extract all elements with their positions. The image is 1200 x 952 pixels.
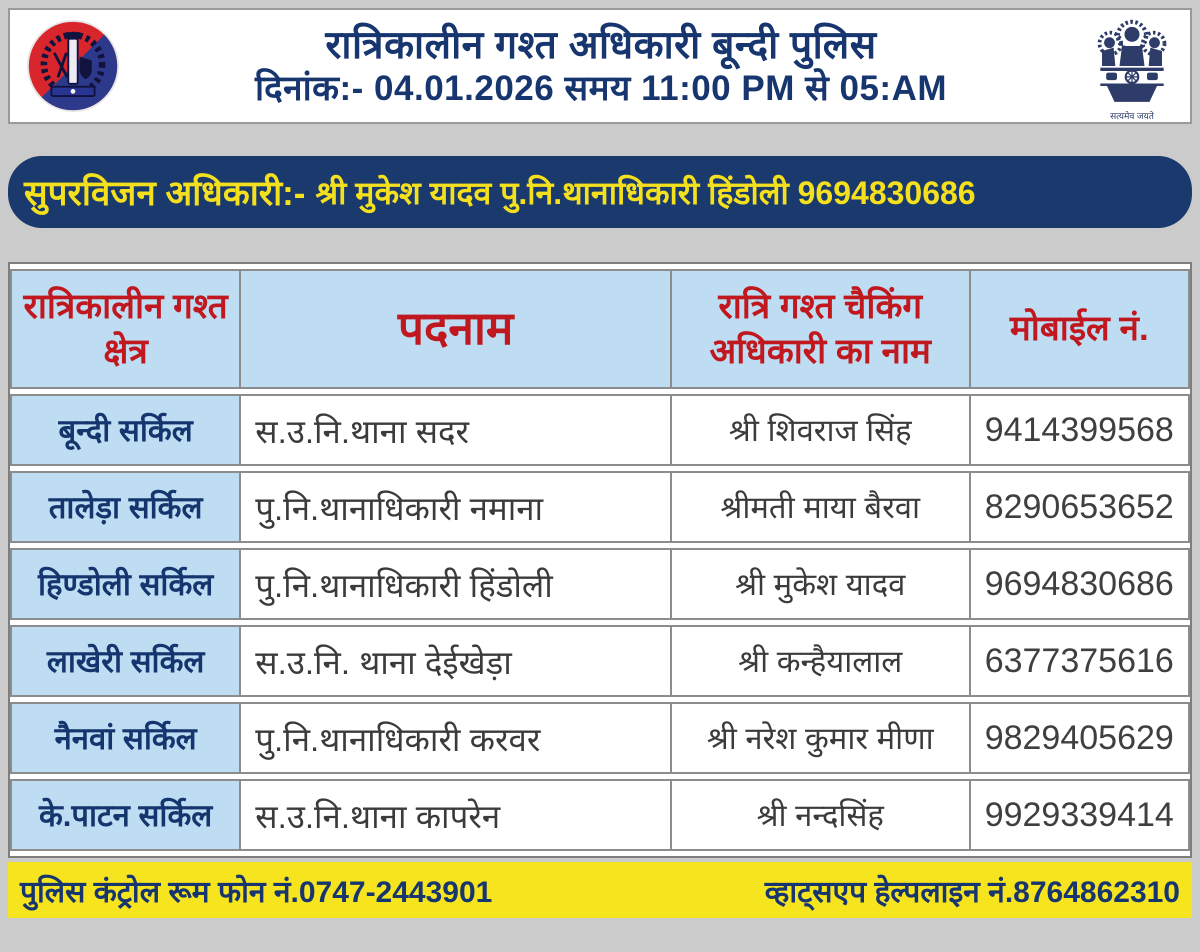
table-row xyxy=(10,548,1190,620)
whatsapp-helpline-number: व्हाट्सएप हेल्पलाइन नं.8764862310 xyxy=(764,875,1180,909)
col-header-mobile: मोबाईल नं. xyxy=(971,269,1191,389)
national-emblem xyxy=(1082,11,1182,121)
officer-cell: श्री कन्हैयालाल xyxy=(672,625,971,697)
mobile-cell: 9929339414 xyxy=(971,779,1191,851)
designation-cell: स.उ.नि.थाना सदर xyxy=(241,394,672,466)
mobile-cell: 8290653652 xyxy=(971,471,1191,543)
supervision-officer-bar xyxy=(8,156,1192,228)
page-title: रात्रिकालीन गश्त अधिकारी बून्दी पुलिस xyxy=(325,24,877,68)
patrol-roster-table xyxy=(8,262,1192,858)
officer-cell: श्री नरेश कुमार मीणा xyxy=(672,702,971,774)
table-row xyxy=(10,394,1190,466)
table-header-row xyxy=(10,269,1190,389)
col-header-designation: पदनाम xyxy=(241,269,672,389)
officer-cell: श्री मुकेश यादव xyxy=(672,548,971,620)
table-row xyxy=(10,702,1190,774)
helpline-footer xyxy=(8,862,1192,918)
emblem-motto: सत्यमेव जयते xyxy=(1110,111,1154,121)
area-cell: के.पाटन सर्किल xyxy=(10,779,241,851)
designation-cell: पु.नि.थानाधिकारी हिंडोली xyxy=(241,548,672,620)
mobile-cell: 9829405629 xyxy=(971,702,1191,774)
table-row xyxy=(10,779,1190,851)
area-cell: लाखेरी सर्किल xyxy=(10,625,241,697)
area-cell: नैनवां सर्किल xyxy=(10,702,241,774)
header-titles xyxy=(120,23,1082,108)
supervision-label: सुपरविजन अधिकारी:- xyxy=(24,173,306,213)
mobile-cell: 9694830686 xyxy=(971,548,1191,620)
officer-cell: श्री नन्दसिंह xyxy=(672,779,971,851)
area-cell: बून्दी सर्किल xyxy=(10,394,241,466)
officer-cell: श्रीमती माया बैरवा xyxy=(672,471,971,543)
supervision-value: श्री मुकेश यादव पु.नि.थानाधिकारी हिंडोली 9694830686 xyxy=(315,174,976,211)
ashoka-emblem-icon xyxy=(1091,11,1173,111)
designation-cell: पु.नि.थानाधिकारी नमाना xyxy=(241,471,672,543)
col-header-officer: रात्रि गश्त चैकिंग अधिकारी का नाम xyxy=(672,269,971,389)
date-time-line: दिनांक:- 04.01.2026 समय 11:00 PM से 05:AM xyxy=(255,69,947,109)
area-cell: हिण्डोली सर्किल xyxy=(10,548,241,620)
designation-cell: पु.नि.थानाधिकारी करवर xyxy=(241,702,672,774)
rajasthan-police-logo-icon xyxy=(26,19,120,113)
col-header-area: रात्रिकालीन गश्त क्षेत्र xyxy=(10,269,241,389)
designation-cell: स.उ.नि.थाना कापरेन xyxy=(241,779,672,851)
area-cell: तालेड़ा सर्किल xyxy=(10,471,241,543)
control-room-number: पुलिस कंट्रोल रूम फोन नं.0747-2443901 xyxy=(20,875,493,909)
mobile-cell: 6377375616 xyxy=(971,625,1191,697)
header xyxy=(8,8,1192,124)
patrol-roster xyxy=(8,262,1192,858)
mobile-cell: 9414399568 xyxy=(971,394,1191,466)
table-row xyxy=(10,625,1190,697)
officer-cell: श्री शिवराज सिंह xyxy=(672,394,971,466)
designation-cell: स.उ.नि. थाना देईखेड़ा xyxy=(241,625,672,697)
table-row xyxy=(10,471,1190,543)
